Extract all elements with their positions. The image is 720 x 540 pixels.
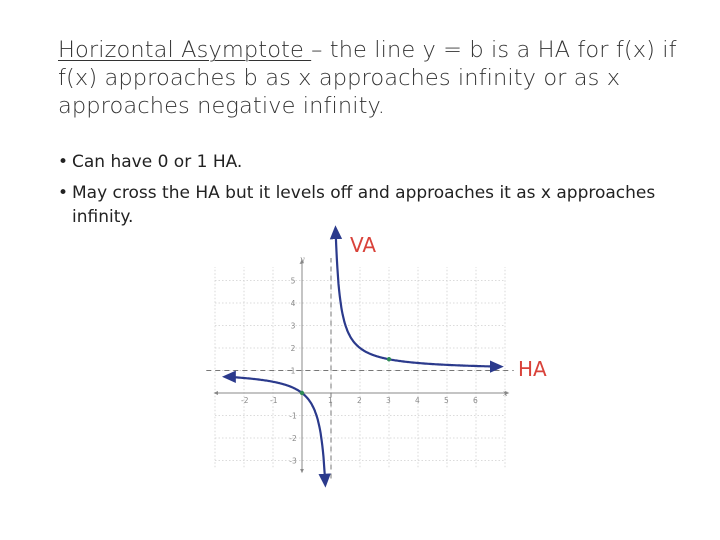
y-axis-label: y <box>300 255 305 264</box>
x-tick-label: 5 <box>444 396 449 405</box>
y-tick-label: 5 <box>290 276 296 286</box>
plotted-point <box>387 357 391 361</box>
x-tick-label: 2 <box>357 396 362 405</box>
plotted-point <box>300 391 304 395</box>
y-tick-label: 1 <box>290 366 296 376</box>
bullet-item: • May cross the HA but it levels off and approaches it as x approaches infinity. <box>58 181 678 229</box>
x-tick-label: -2 <box>241 396 249 405</box>
y-tick-label: -1 <box>289 411 297 421</box>
definition-text: – the line y = b is a HA for f(x) if f(x) approaches b as x approaches infinity or as x approaches negative infinity. <box>58 37 677 119</box>
x-tick-label: 3 <box>386 396 391 405</box>
x-tick-label: -1 <box>270 396 278 405</box>
function-curves <box>227 230 500 483</box>
y-tick-label: -2 <box>289 434 297 443</box>
y-tick-label: -3 <box>289 456 297 466</box>
graph-grid <box>215 267 505 467</box>
y-tick-label: 2 <box>290 344 296 353</box>
ha-annotation: HA <box>518 357 547 381</box>
x-tick-label: 1 <box>328 396 333 405</box>
va-annotation: VA <box>350 233 377 257</box>
definition-term: Horizontal Asymptote <box>58 37 312 63</box>
x-axis-label: x <box>503 389 508 398</box>
x-tick-label: 6 <box>473 396 478 405</box>
x-tick-label: 4 <box>415 396 420 405</box>
y-tick-label: 4 <box>290 299 296 308</box>
bullet-item: • Can have 0 or 1 HA. <box>58 150 678 174</box>
y-tick-label: 3 <box>290 321 296 331</box>
